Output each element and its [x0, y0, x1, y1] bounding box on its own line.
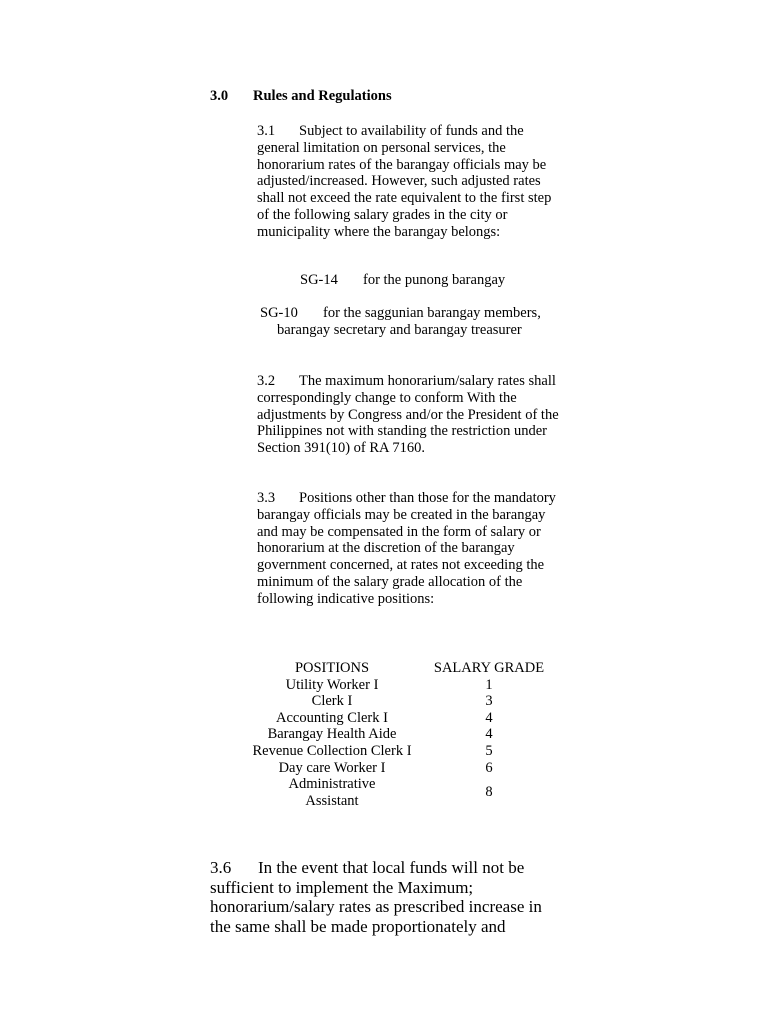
salary-grade-sanggunian: [260, 305, 541, 322]
table-row: [248, 677, 562, 694]
paragraph-3-3: [257, 490, 561, 608]
section-title: Rules and Regulations: [253, 88, 392, 104]
paragraph-text: Positions other than those for the mandatory barangay officials may be created in the barangay and may be compensated in the form of salary or honorarium at the discretion of the barangay government concerned, at rates not exceeding the minimum of the salary grade allocation of the following indicative positions:: [257, 490, 556, 607]
position-cell: Revenue Collection Clerk I: [252, 742, 412, 759]
paragraph-number: 3.6: [210, 858, 232, 877]
salary-grade-description-line2: barangay secretary and barangay treasurer: [277, 322, 522, 338]
column-header-salary-grade: SALARY GRADE: [433, 660, 545, 676]
table-row: [248, 743, 562, 760]
grade-cell: 4: [485, 726, 493, 743]
position-cell: Utility Worker I: [285, 676, 379, 693]
position-cell: Administrative Assistant: [288, 776, 376, 809]
salary-grade-sanggunian-continued: [277, 322, 522, 339]
paragraph-text: In the event that local funds will not be sufficient to implement the Maximum; honorarium/salary rates as prescribed increase in the same shall be made proportionately and: [210, 858, 542, 936]
paragraph-number: 3.3: [257, 490, 276, 506]
table-row: [248, 726, 562, 743]
section-heading: [210, 88, 392, 105]
grade-cell: 4: [485, 709, 493, 726]
table-header-row: [248, 660, 562, 677]
salary-grade-punong-barangay: [300, 272, 505, 289]
paragraph-text: The maximum honorarium/salary rates shall correspondingly change to conform With the adjustments by Congress and/or the President of the Philippines not with standing the restriction under Section 391(10) of RA 7160.: [257, 373, 559, 457]
paragraph-number: 3.2: [257, 373, 276, 389]
paragraph-number: 3.1: [257, 123, 276, 139]
paragraph-text: Subject to availability of funds and the general limitation on personal services, the honorarium rates of the barangay officials may be adjusted/increased. However, such adjusted rates shall not exceed the rate equivalent to the first step of the following salary grades in the city or municipality where the barangay belongs:: [257, 123, 552, 240]
salary-grade-code: SG-14: [300, 272, 338, 288]
position-cell: Barangay Health Aide: [267, 726, 397, 743]
grade-cell: 6: [485, 759, 493, 776]
grade-cell: 5: [485, 742, 493, 759]
salary-grade-description: for the saggunian barangay members,: [323, 305, 541, 321]
table-row: [248, 776, 562, 809]
grade-cell: 3: [485, 693, 493, 710]
positions-table: [248, 660, 562, 809]
position-cell: Day care Worker I: [278, 759, 386, 776]
table-row: [248, 693, 562, 710]
paragraph-3-1: [257, 123, 563, 241]
column-header-positions: POSITIONS: [294, 660, 370, 676]
grade-cell: 8: [485, 784, 493, 801]
salary-grade-code: SG-10: [260, 305, 298, 321]
table-row: [248, 760, 562, 777]
paragraph-3-2: [257, 373, 563, 457]
salary-grade-description: for the punong barangay: [363, 272, 506, 288]
paragraph-3-6: [210, 858, 560, 936]
section-number: 3.0: [210, 88, 229, 104]
table-row: [248, 710, 562, 727]
grade-cell: 1: [485, 676, 493, 693]
position-cell: Accounting Clerk I: [276, 709, 388, 726]
position-cell: Clerk I: [311, 693, 353, 710]
